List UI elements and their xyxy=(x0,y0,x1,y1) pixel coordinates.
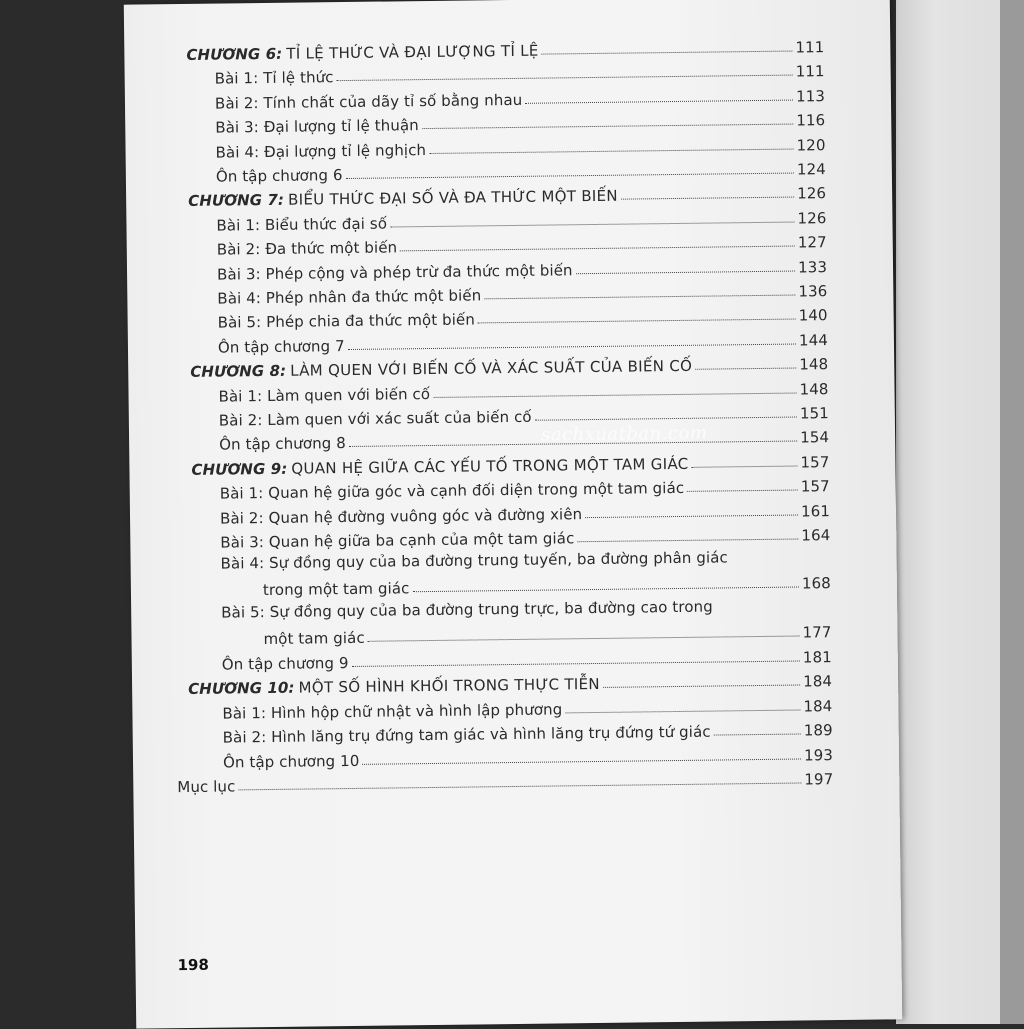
toc-entry-title: Bài 1: Làm quen với biến cố xyxy=(218,384,431,406)
dot-leader xyxy=(422,124,793,130)
dot-leader xyxy=(348,343,796,349)
watermark: sachxuatban.com xyxy=(540,422,708,446)
chapter-title: TỈ LỆ THỨC VÀ ĐẠI LƯỢNG TỈ LỆ xyxy=(286,41,539,63)
dot-leader xyxy=(433,392,796,397)
toc-page-number: 111 xyxy=(795,38,825,57)
toc-entry-title: Bài 4: Sự đồng quy của ba đường trung tuyến, ba đường phân giác xyxy=(220,548,728,573)
toc-page-number: 184 xyxy=(803,672,833,691)
toc-entry-title: Ôn tập chương 7 xyxy=(217,336,345,357)
toc-page-number: 184 xyxy=(803,696,833,716)
toc-page-number: 193 xyxy=(803,745,834,765)
toc-page-number: 181 xyxy=(802,648,832,667)
toc-page-number: 116 xyxy=(796,111,826,130)
dot-leader xyxy=(687,490,798,492)
toc-page-number: 126 xyxy=(797,208,827,228)
dot-leader xyxy=(478,319,796,324)
toc-entry-title: Bài 2: Hình lăng trụ đứng tam giác và hình lăng trụ đứng tứ giác xyxy=(222,722,711,747)
toc-entry-title: Ôn tập chương 6 xyxy=(215,166,343,186)
toc-page-number: 124 xyxy=(796,160,826,179)
toc-lesson-entry xyxy=(220,545,831,600)
toc-entry-title: Ôn tập chương 8 xyxy=(219,434,346,454)
dot-leader xyxy=(542,51,793,55)
chapter-title: LÀM QUEN VỚI BIẾN CỐ VÀ XÁC SUẤT CỦA BIẾN CỐ xyxy=(290,356,693,380)
toc-entry-title: Bài 3: Quan hệ giữa ba cạnh của một tam giác xyxy=(220,529,575,552)
toc-entry-title: Bài 2: Làm quen với xác suất của biến cố xyxy=(218,407,532,430)
dot-leader xyxy=(337,75,793,82)
dot-leader xyxy=(714,734,801,736)
toc-entry-title: Ôn tập chương 9 xyxy=(221,654,349,674)
toc-entry-title: Bài 3: Đại lượng tỉ lệ thuận xyxy=(215,116,419,137)
dot-leader xyxy=(238,782,801,790)
toc-page-number: 148 xyxy=(799,355,829,374)
chapter-label: CHƯƠNG 10: xyxy=(188,679,295,699)
toc-entry-title-continued: trong một tam giác xyxy=(262,579,410,600)
toc-entry-title: Bài 1: Hình hộp chữ nhật và hình lập phương xyxy=(222,700,563,723)
toc-page-number: 157 xyxy=(800,477,830,496)
dot-leader xyxy=(695,368,796,370)
toc-page-number: 161 xyxy=(800,501,831,521)
toc-entry-title: Bài 5: Phép chia đa thức một biến xyxy=(217,310,476,332)
chapter-label: CHƯƠNG 8: xyxy=(190,361,287,382)
toc-page-number: 197 xyxy=(804,770,834,789)
toc-entry-title: Bài 1: Tỉ lệ thức xyxy=(214,68,334,89)
dot-leader xyxy=(576,270,796,274)
toc-page-number: 164 xyxy=(801,526,831,545)
toc-entry-title: Bài 4: Đại lượng tỉ lệ nghịch xyxy=(215,140,427,162)
dot-leader xyxy=(412,587,799,593)
dot-leader xyxy=(577,539,798,543)
dot-leader xyxy=(429,148,794,153)
toc-page-number: 154 xyxy=(800,428,830,447)
dot-leader xyxy=(346,173,794,179)
chapter-title: BIỂU THỨC ĐẠI SỐ VÀ ĐA THỨC MỘT BIẾN xyxy=(287,187,619,210)
toc-entry-title: Bài 2: Quan hệ đường vuông góc và đường xiên xyxy=(219,504,583,528)
toc-page-number: 189 xyxy=(803,721,833,740)
toc-entry-title: Bài 4: Phép nhân đa thức một biến xyxy=(217,286,482,308)
toc-page-number: 157 xyxy=(800,452,830,472)
toc-entry-title: Bài 1: Biểu thức đại số xyxy=(216,214,388,235)
toc-page-number: 127 xyxy=(797,233,827,252)
toc-page-number: 111 xyxy=(795,62,825,81)
toc-page-number: 168 xyxy=(801,574,832,593)
toc-page-number: 151 xyxy=(799,404,829,423)
dot-leader xyxy=(484,295,795,300)
toc-entry-title-continued: một tam giác xyxy=(263,629,365,649)
toc-page-number: 126 xyxy=(797,184,827,203)
toc-page-number: 136 xyxy=(798,282,828,301)
toc-page-number: 133 xyxy=(797,257,828,277)
chapter-label: CHƯƠNG 9: xyxy=(191,459,288,479)
dot-leader xyxy=(603,685,800,688)
toc-page-number: 120 xyxy=(796,135,826,155)
toc-entry-title: Mục lục xyxy=(177,777,236,797)
toc-entry-title: Bài 3: Phép cộng và phép trừ đa thức một biến xyxy=(216,260,573,284)
toc-page-number: 140 xyxy=(798,306,828,325)
dot-leader xyxy=(352,661,800,667)
dot-leader xyxy=(692,465,798,467)
toc-entry-title: Bài 5: Sự đồng quy của ba đường trung trực, ba đường cao trong xyxy=(221,597,713,622)
chapter-label: CHƯƠNG 7: xyxy=(188,191,285,211)
toc-page-number: 177 xyxy=(802,623,832,642)
chapter-label: CHƯƠNG 6: xyxy=(186,44,283,64)
page-number: 198 xyxy=(177,955,209,975)
dot-leader xyxy=(525,99,793,103)
toc-page-number: 148 xyxy=(799,379,829,399)
toc-entry-title: Bài 2: Tính chất của dãy tỉ số bằng nhau xyxy=(214,90,523,113)
dot-leader xyxy=(362,758,801,764)
toc-page-number: 113 xyxy=(795,86,826,106)
toc-entry-title: Ôn tập chương 10 xyxy=(222,751,360,772)
background-edge xyxy=(1000,0,1024,1024)
dot-leader xyxy=(390,221,794,227)
dot-leader xyxy=(585,514,798,518)
dot-leader xyxy=(400,246,795,252)
chapter-title: QUAN HỆ GIỮA CÁC YẾU TỐ TRONG MỘT TAM GIÁC xyxy=(291,454,689,478)
table-of-contents xyxy=(124,0,902,1029)
dot-leader xyxy=(621,197,794,200)
chapter-title: MỘT SỐ HÌNH KHỐI TRONG THỰC TIỄN xyxy=(298,675,601,698)
toc-page-number: 144 xyxy=(798,330,829,350)
dot-leader xyxy=(368,636,800,642)
dot-leader xyxy=(565,709,800,713)
toc-entry-title: Bài 1: Quan hệ giữa góc và cạnh đối diện trong một tam giác xyxy=(219,479,685,503)
toc-entry-title: Bài 2: Đa thức một biến xyxy=(216,238,398,259)
toc-lesson-entry xyxy=(221,593,832,648)
dot-leader xyxy=(535,417,797,421)
book-page xyxy=(124,0,902,1029)
